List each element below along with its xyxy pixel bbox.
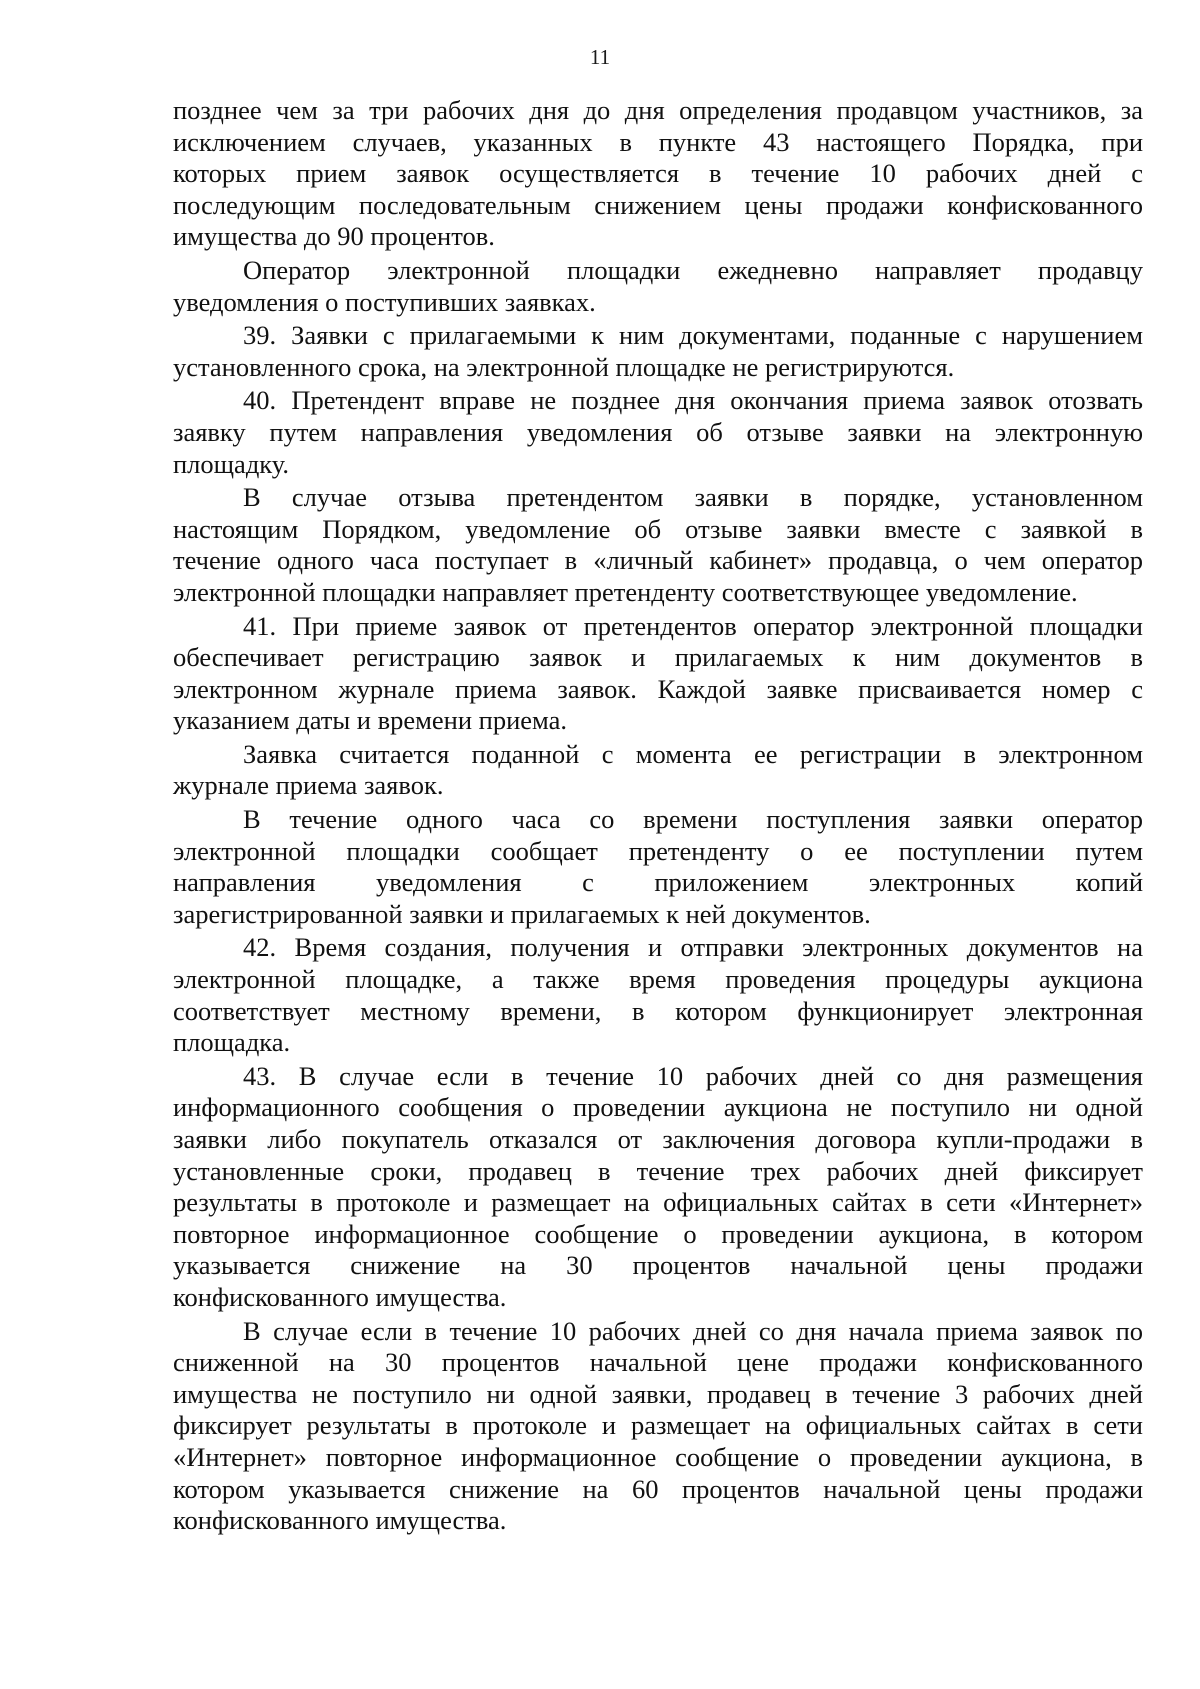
text-line: котором указывается снижение на 60 процентов начальной цены продажи [173,1473,1143,1504]
page-number: 11 [589,45,611,69]
text-line: электронной площадки направляет претенденту соответствующее уведомление. [173,576,1078,607]
paragraph-one-hour-notice [173,804,1143,930]
text-line: 40. Претендент вправе не позднее дня окончания приема заявок отозвать [243,385,1143,416]
text-line: течение одного часа поступает в «личный кабинет» продавца, о чем оператор [173,545,1143,576]
text-line: зарегистрированной заявки и прилагаемых к ней документов. [173,898,871,929]
text-line: В течение одного часа со времени поступления заявки оператор [243,804,1143,835]
text-line: установленного срока, на электронной площадке не регистрируются. [173,351,955,382]
text-line: имущества не поступило ни одной заявки, продавец в течение 3 рабочих дней [173,1378,1143,1409]
text-line: повторное информационное сообщение о проведении аукциона, в котором [173,1218,1143,1249]
text-line: журнале приема заявок. [173,770,444,801]
paragraph-clause-42 [173,932,1143,1058]
text-line: соответствует местному времени, в котором функционирует электронная [173,995,1143,1026]
text-line: уведомления о поступивших заявках. [173,286,596,317]
text-line: указывается снижение на 30 процентов начальной цены продажи [173,1250,1143,1281]
text-line: площадка. [173,1027,291,1058]
text-line: В случае если в течение 10 рабочих дней со дня начала приема заявок по [243,1315,1143,1346]
text-line: Заявка считается поданной с момента ее регистрации в электронном [243,738,1143,769]
text-line: площадку. [173,448,290,479]
text-line: В случае отзыва претендентом заявки в порядке, установленном [243,482,1143,513]
paragraph-clause-41 [173,611,1143,737]
text-line: результаты в протоколе и размещает на официальных сайтах в сети «Интернет» [173,1187,1143,1218]
paragraph-clause-43 [173,1061,1143,1314]
text-line: позднее чем за три рабочих дня до дня определения продавцом участников, за [173,95,1143,125]
text-line: электронной площадке, а также время проведения процедуры аукциона [173,964,1143,995]
text-line: 43. В случае если в течение 10 рабочих дней со дня размещения [243,1060,1143,1091]
text-line: установленные сроки, продавец в течение трех рабочих дней фиксирует [173,1155,1143,1186]
text-line: заявку путем направления уведомления об отзыве заявки на электронную [173,416,1143,447]
text-line: конфискованного имущества. [173,1505,507,1536]
paragraph-application-registered [173,739,1143,802]
text-line: исключением случаев, указанных в пункте 43 настоящего Порядка, при [173,126,1143,157]
text-line: информационного сообщения о проведении аукциона не поступило ни одной [173,1092,1143,1123]
text-line: электронной площадки сообщает претенденту о ее поступлении путем [173,835,1143,866]
text-line: электронном журнале приема заявок. Каждой заявке присваивается номер с [173,673,1143,704]
paragraph-clause-40 [173,385,1143,480]
paragraph-continuation [173,95,1143,253]
document-body [173,95,1143,1539]
text-line: указанием даты и времени приема. [173,705,568,736]
text-line: 41. При приеме заявок от претендентов оператор электронной площадки [243,610,1143,641]
text-line: Оператор электронной площадки ежедневно направляет продавцу [243,254,1143,285]
text-line: 39. Заявки с прилагаемыми к ним документами, поданные с нарушением [243,320,1143,351]
text-line: имущества до 90 процентов. [173,221,495,252]
text-line: 42. Время создания, получения и отправки электронных документов на [243,932,1143,963]
text-line: «Интернет» повторное информационное сообщение о проведении аукциона, в [173,1441,1143,1472]
text-line: настоящим Порядком, уведомление об отзыве заявки вместе с заявкой в [173,513,1143,544]
text-line: обеспечивает регистрацию заявок и прилагаемых к ним документов в [173,642,1143,673]
text-line: сниженной на 30 процентов начальной цене продажи конфискованного [173,1347,1143,1378]
text-line: направления уведомления с приложением электронных копий [173,867,1143,898]
paragraph-withdrawal [173,482,1143,608]
text-line: конфискованного имущества. [173,1281,507,1312]
paragraph-operator-notifications [173,255,1143,318]
paragraph-price-reduction-60 [173,1316,1143,1537]
text-line: фиксирует результаты в протоколе и размещает на официальных сайтах в сети [173,1410,1143,1441]
paragraph-clause-39 [173,320,1143,383]
text-line: заявки либо покупатель отказался от заключения договора купли-продажи в [173,1124,1143,1154]
text-line: последующим последовательным снижением цены продажи конфискованного [173,189,1143,220]
text-line: которых прием заявок осуществляется в течение 10 рабочих дней с [173,158,1143,189]
